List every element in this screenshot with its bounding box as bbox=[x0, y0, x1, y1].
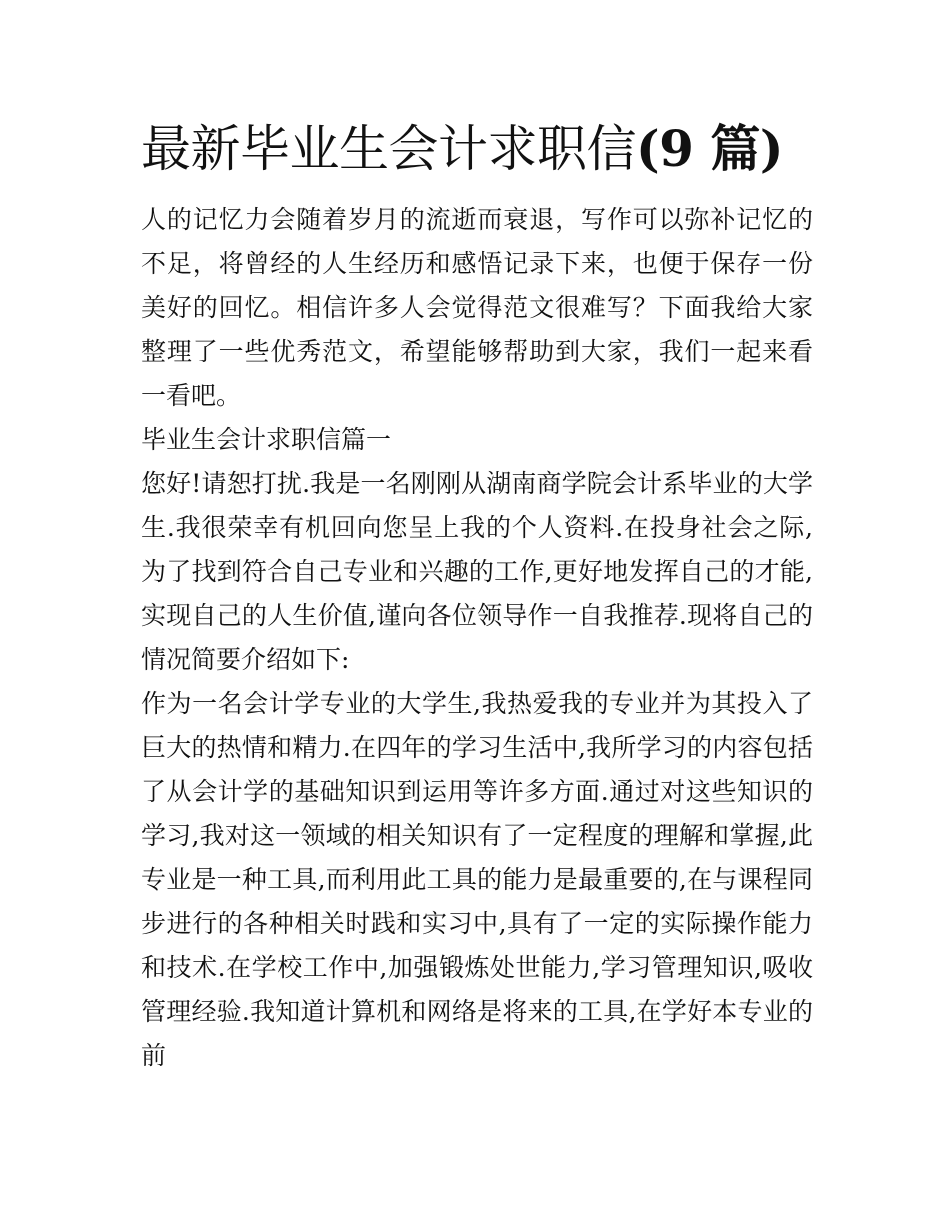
section-heading: 毕业生会计求职信篇一 bbox=[141, 425, 392, 454]
body-paragraph-1: 您好!请恕打扰.我是一名刚刚从湖南商学院会计系毕业的大学生.我很荣幸有机回向您呈上我的个人资料.在投身社会之际,为了找到符合自己专业和兴趣的工作,更好地发挥自己的才能,实现自己的人生价值,谨向各位领导作一自我推荐.现将自己的情况简要介绍如下: bbox=[141, 469, 813, 674]
body-paragraph-2: 作为一名会计学专业的大学生,我热爱我的专业并为其投入了巨大的热情和精力.在四年的学习生活中,我所学习的内容包括了从会计学的基础知识到运用等许多方面.通过对这些知识的学习,我对这一领域的相关知识有了一定程度的理解和掌握,此专业是一种工具,而利用此工具的能力是最重要的,在与课程同步进行的各种相关时践和实习中,具有了一定的实际操作能力和技术.在学校工作中,加强锻炼处世能力,学习管理知识,吸收管理经验.我知道计算机和网络是将来的工具,在学好本专业的前 bbox=[141, 689, 813, 1070]
document-title bbox=[141, 114, 813, 184]
title-suffix: (9 篇) bbox=[636, 119, 784, 178]
intro-paragraph: 人的记忆力会随着岁月的流逝而衰退，写作可以弥补记忆的不足，将曾经的人生经历和感悟记录下来，也便于保存一份美好的回忆。相信许多人会觉得范文很难写？下面我给大家整理了一些优秀范文，希望能够帮助到大家，我们一起来看一看吧。 bbox=[141, 205, 813, 410]
document-body bbox=[141, 114, 813, 1078]
title-main: 最新毕业生会计求职信 bbox=[141, 120, 636, 178]
